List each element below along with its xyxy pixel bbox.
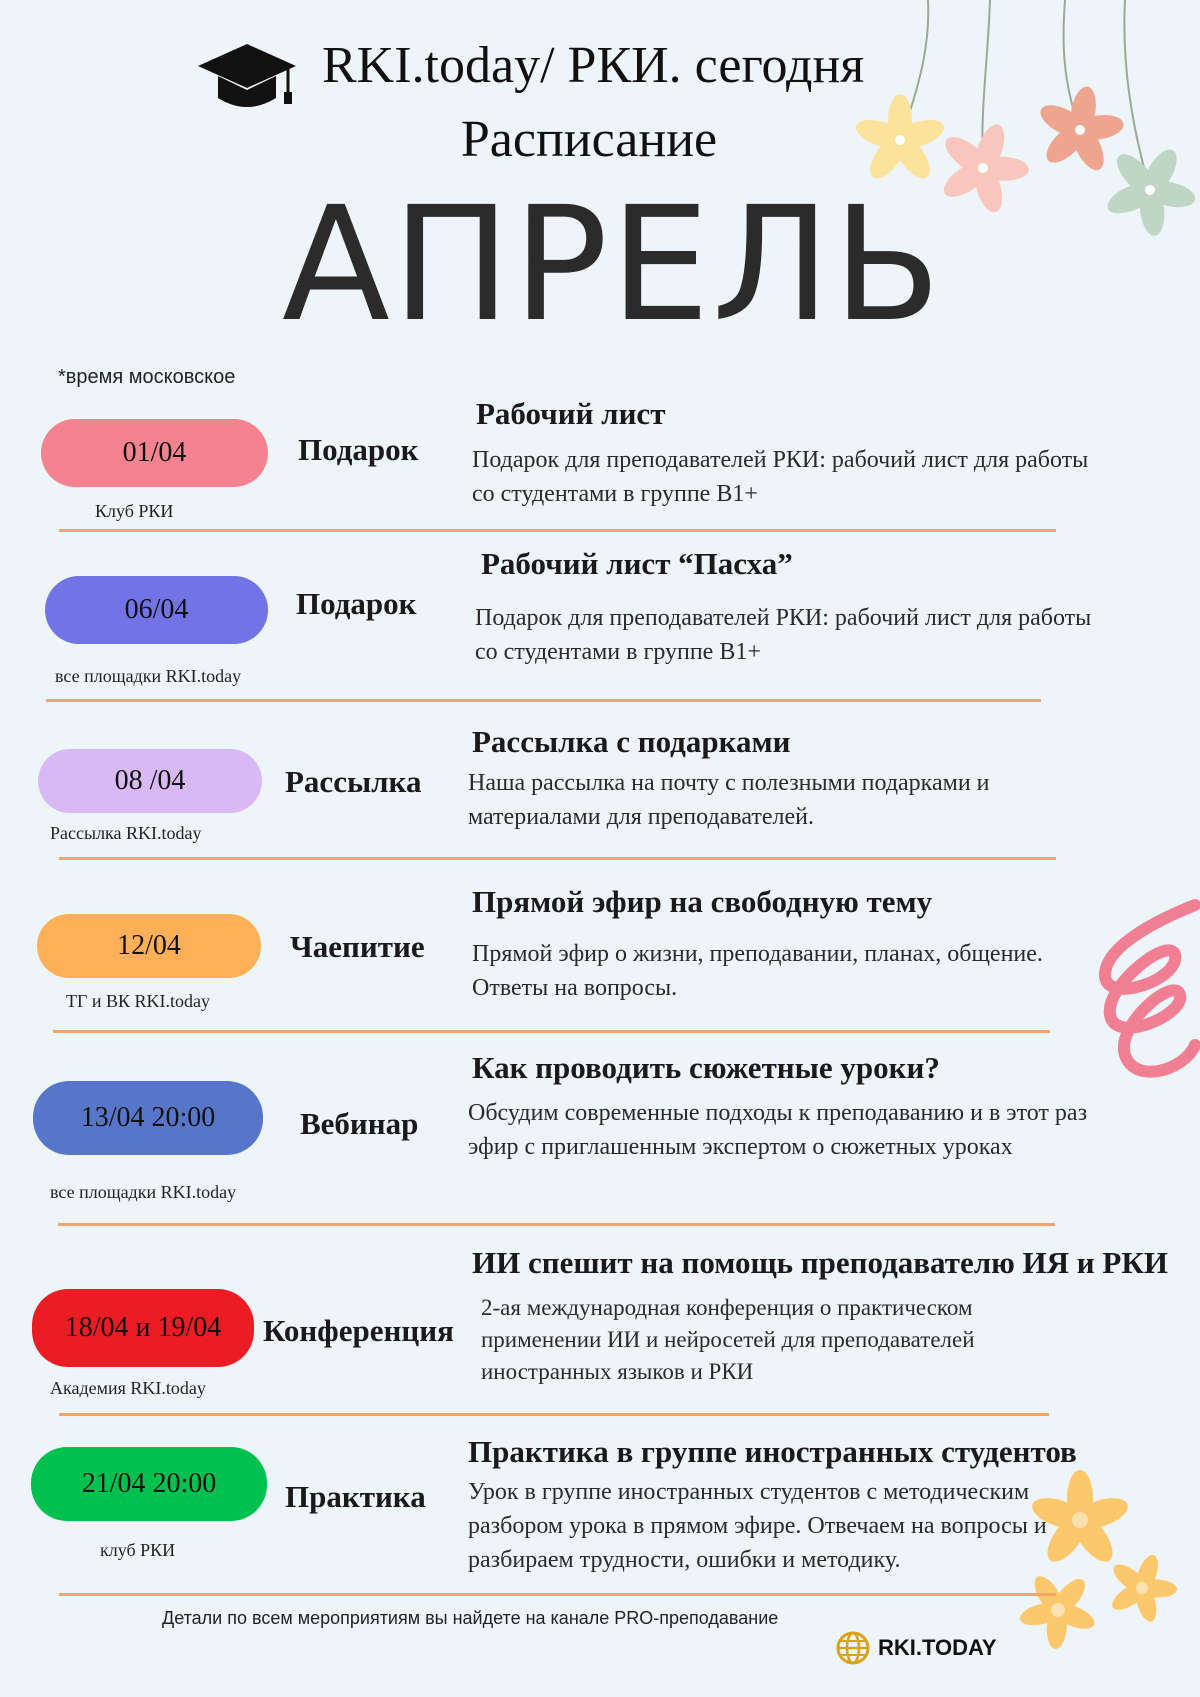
event-date-badge: 06/04 — [45, 576, 268, 644]
brand-logo-text: RKI.TODAY — [878, 1635, 997, 1660]
event-description: Обсудим современные подходы к преподаванию и в этот раз эфир с приглашенным экспертом о сюжетных уроках — [468, 1100, 1088, 1160]
event-date-badge: 18/04 и 19/04 — [32, 1289, 254, 1367]
event-title: Рассылка с подарками — [472, 724, 791, 759]
event-place: все площадки RKI.today — [50, 1182, 237, 1202]
event-title: Прямой эфир на свободную тему — [472, 884, 933, 919]
pink-scribble-decoration — [1085, 895, 1200, 1100]
event-separator — [46, 699, 1041, 702]
event-type: Подарок — [296, 586, 417, 621]
event-separator — [58, 1223, 1055, 1226]
event-type: Практика — [285, 1479, 426, 1514]
event-date-badge: 21/04 20:00 — [31, 1447, 267, 1521]
event-type: Чаепитие — [290, 929, 425, 964]
event-place: все площадки RKI.today — [55, 666, 242, 686]
event-separator — [59, 529, 1056, 532]
event-title: Как проводить сюжетные уроки? — [472, 1050, 940, 1085]
event-place: клуб РКИ — [100, 1540, 176, 1560]
event-type: Подарок — [298, 432, 419, 467]
event-title: Практика в группе иностранных студентов — [468, 1434, 1077, 1469]
event-place: Академия RKI.today — [50, 1378, 206, 1398]
globe-icon — [836, 1631, 870, 1665]
event-separator — [59, 1593, 1056, 1596]
event-type: Рассылка — [285, 764, 422, 799]
page-title: RKI.today/ РКИ. сегодня — [322, 37, 865, 94]
event-description: Подарок для преподавателей РКИ: рабочий лист для работы со студентами в группе В1+ — [472, 447, 1089, 507]
event-type: Конференция — [263, 1313, 454, 1348]
timezone-note: *время московское — [58, 366, 236, 388]
event-title: ИИ спешит на помощь преподавателю ИЯ и РКИ — [472, 1245, 1168, 1280]
event-title: Рабочий лист “Пасха” — [481, 546, 793, 581]
event-date-badge: 13/04 20:00 — [33, 1081, 263, 1155]
footer-note: Детали по всем мероприятиям вы найдете на канале PRO-преподавание — [162, 1608, 779, 1628]
event-date-badge: 12/04 — [37, 914, 261, 978]
event-place: Рассылка RKI.today — [50, 823, 202, 843]
event-description: Прямой эфир о жизни, преподавании, планах, общение. Ответы на вопросы. — [472, 941, 1043, 1001]
month-heading: АПРЕЛЬ — [281, 173, 944, 357]
event-type: Вебинар — [300, 1106, 419, 1141]
event-description: Урок в группе иностранных студентов с методическим разбором урока в прямом эфире. Отвечаем на вопросы и разбираем трудности, ошибки и методику. — [468, 1479, 1047, 1573]
event-date-badge: 08 /04 — [38, 749, 262, 813]
event-separator — [59, 1413, 1049, 1416]
event-date-badge: 01/04 — [41, 419, 268, 487]
event-place: ТГ и ВК RKI.today — [66, 991, 211, 1011]
graduation-cap-icon — [196, 42, 298, 112]
event-title: Рабочий лист — [476, 396, 666, 431]
event-description: Наша рассылка на почту с полезными подарками и материалами для преподавателей. — [468, 770, 990, 830]
page-subtitle: Расписание — [460, 111, 718, 168]
event-separator — [53, 1030, 1050, 1033]
event-place: Клуб РКИ — [95, 501, 174, 521]
event-description: 2-ая международная конференция о практическом применении ИИ и нейросетей для преподавателей иностранных языков и РКИ — [481, 1295, 975, 1384]
event-separator — [59, 857, 1056, 860]
event-description: Подарок для преподавателей РКИ: рабочий лист для работы со студентами в группе В1+ — [475, 605, 1092, 665]
